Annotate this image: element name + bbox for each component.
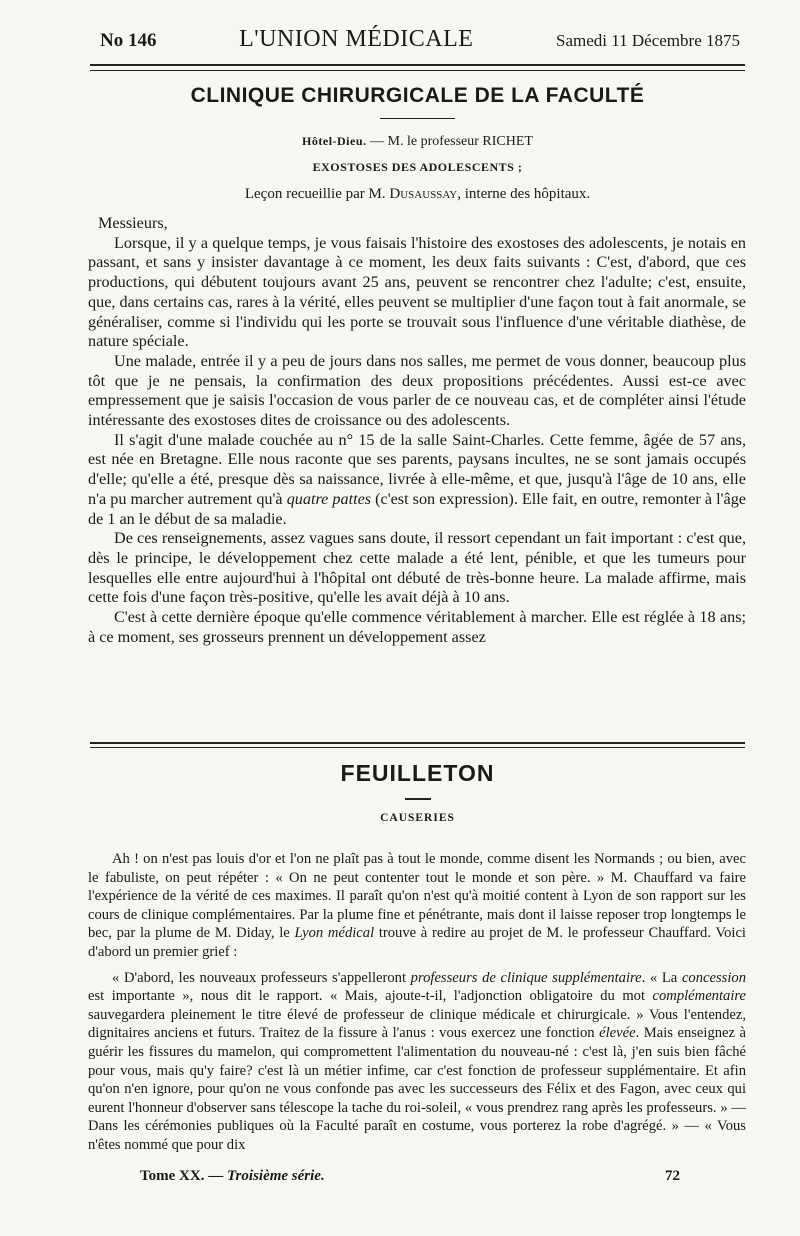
text-run: « D'abord, les nouveaux professeurs s'appelleront <box>112 969 411 986</box>
article-paragraph: Lorsque, il y a quelque temps, je vous faisais l'histoire des exostoses des adolescents, je notais en passant, et sans y insister davantage à ce moment, les deux faits suivants : C'est, d'abord, que ces productions, qui débutent toujours avant 25 ans, peuvent se rencontrer chez l'adulte; c'est, ensuite, que, dans certains cas, rares à la vérité, elles peuvent se multiplier d'une façon tout à fait anormale, se généraliser, comme si l'individu qui les porte se trouvait sous l'influence d'une véritable diathèse, de nature spéciale. <box>88 233 746 351</box>
hospital-name: Hôtel-Dieu. <box>302 134 367 148</box>
feuilleton-subtitle: CAUSERIES <box>380 812 455 824</box>
byline-suffix: , interne des hôpitaux. <box>457 186 591 202</box>
emphasis-text: concession <box>681 969 746 986</box>
article-paragraph: C'est à cette dernière époque qu'elle commence véritablement à marcher. Elle est réglée à 18 ans; à ce moment, ses grosseurs prennent un développement assez <box>88 608 746 646</box>
byline-prefix: Leçon recueillie par M. <box>244 186 390 202</box>
issue-number: No 146 <box>100 30 157 51</box>
page-number: 72 <box>665 1168 680 1184</box>
text-run: . « La <box>641 969 682 986</box>
text-run: (c'est son expression). Elle fait, en outre, remonter à l'âge de 1 an le début de sa maladie. <box>88 489 746 528</box>
text-run: trouve à redire au projet de M. le professeur Chauffard. Voici d'abord un premier grief : <box>88 925 746 960</box>
feuilleton-title: FEUILLETON <box>340 760 495 786</box>
header-rule-thin <box>90 70 745 71</box>
article-title: CLINIQUE CHIRURGICALE DE LA FACULTÉ <box>190 84 645 107</box>
emphasis-text: quatre pattes <box>286 489 372 508</box>
text-run: . Mais enseignez à guérir les fissures du mamelon, qui compromettent l'alimentation du nouveau-né : c'est là, j'en suis bien fâché pour vous, mais qu'y faire? c'est là un métier infime, car c'est fonction de professeur supplémentaire. Et afin qu'on n'en ignore, pour qu'on ne vous confonde pas avec les successeurs des Félix et des Fagon, avec ceux qui eurent l'honneur d'observer sans télescope la tache du roi-soleil, « vous prendrez rang après les professeurs. » — Dans les cérémonies publiques où la Faculté paraît en costume, vous porterez la robe d'agrégé. » — « Vous n'êtes nommé que pour dix <box>88 1025 747 1153</box>
section-rule <box>90 742 745 744</box>
tome-label: Tome XX. — <box>140 1168 227 1184</box>
article-source <box>90 134 745 150</box>
section-rule-thin <box>90 747 745 748</box>
emphasis-text: élevée <box>599 1025 636 1042</box>
feuilleton-paragraph <box>88 850 746 962</box>
feuilleton-body <box>88 850 746 1155</box>
article-body <box>88 214 746 647</box>
text-run: Ah ! on n'est pas louis d'or et l'on ne plaît pas à tout le monde, comme disent les Normands ; ou bien, avec le fabuliste, on peut répéter : « On ne peut contenter tout le monde et son père. » M. Chauffard va faire l'expérience de la vérité de ces maximes. Il paraît qu'on n'est qu'à moitié content à Lyon de son rapport sur les cours de clinique complémentaires. Par la plume fine et pénétrante, mais dont il laisse reposer trop longtemps le bec, par la plume de M. Diday, le <box>88 851 746 942</box>
text-run: Il s'agit d'une malade couchée au n° 15 de la salle Saint-Charles. Cette femme, âgée de 57 ans, est née en Bretagne. Elle nous raconte que ses parents, paysans incultes, ne se sont jamais occupés d'elle; qu'elle a été, presque dès sa naissance, livrée à elle-même, et que, jusqu'à l'âge de 10 ans, elle n'a pu marcher autrement qu'à <box>88 430 746 508</box>
volume-info <box>140 1168 325 1185</box>
header-rule <box>90 64 745 66</box>
article-paragraph: De ces renseignements, assez vagues sans doute, il ressort cependant un fait important : c'est que, dès le principe, le développement chez cette malade a été lent, pénible, et que les tumeurs pour lesquelles elle entre aujourd'hui à l'hôpital ont débuté de très-bonne heure. La malade affirme, mais cette fois d'une façon très-positive, qu'elle les avait déjà à 10 ans. <box>88 529 746 607</box>
professor-name: — M. le professeur RICHET <box>366 134 533 149</box>
feuilleton-paragraph <box>88 969 746 1155</box>
series-label: Troisième série. <box>226 1168 325 1184</box>
salutation: Messieurs, <box>98 214 168 232</box>
page-header <box>100 26 740 60</box>
text-run: est importante », nous dit le rapport. « Mais, ajoute-t-il, l'adjonction obligatoire du mot <box>88 988 653 1005</box>
article-paragraph: Une malade, entrée il y a peu de jours dans nos salles, me permet de vous donner, beaucoup plus tôt que je ne pensais, la confirmation des deux propositions précédentes. Aussi est-ce avec empressement que je saisis l'occasion de vous parler de ce nouveau cas, et de compléter ainsi l'étude intéressante des exostoses dites de croissance ou des adolescents. <box>88 351 746 430</box>
page-footer <box>140 1168 680 1185</box>
article-topic: EXOSTOSES DES ADOLESCENTS ; <box>312 160 523 174</box>
journal-title: L'UNION MÉDICALE <box>239 26 474 52</box>
feuilleton-divider <box>405 798 431 800</box>
emphasis-text: Lyon médical <box>294 925 375 942</box>
article-byline <box>90 186 745 203</box>
title-divider <box>380 118 455 119</box>
text-run: sauvegardera pleinement le titre élevé de professeur de clinique médicale et chirurgicale. » Vous l'entendez, dignitaires anciens et futurs. Traitez de la fissure à l'anus : vous exercez une fonction <box>88 1006 746 1042</box>
issue-date: Samedi 11 Décembre 1875 <box>556 31 740 50</box>
article-paragraph <box>88 431 746 530</box>
emphasis-text: professeurs de clinique supplémentaire <box>410 969 642 986</box>
byline-name: Dusaussay <box>389 186 458 202</box>
emphasis-text: complémentaire <box>652 988 746 1005</box>
